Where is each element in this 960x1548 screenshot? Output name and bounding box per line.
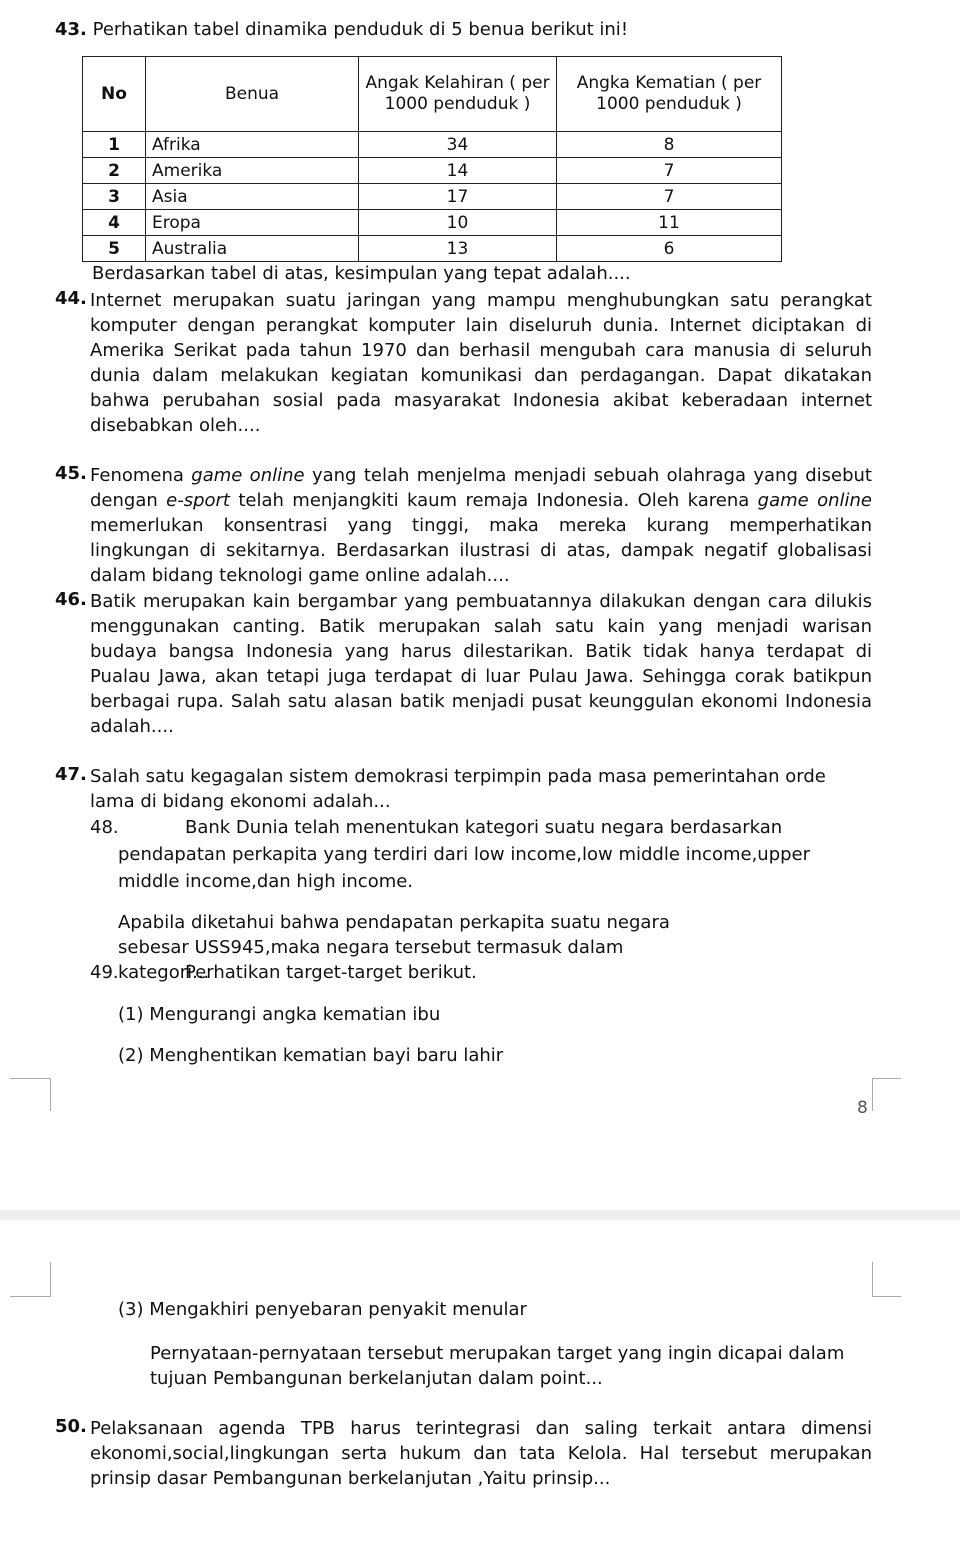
question-number: 43.: [55, 19, 87, 40]
page-corner-mark: [10, 1262, 51, 1297]
cell-death-rate: 8: [557, 132, 782, 158]
cell-birth-rate: 13: [359, 236, 557, 262]
table-row: [83, 184, 782, 210]
page-corner-mark: [872, 1078, 901, 1111]
list-item-text: Mengurangi angka kematian ibu: [149, 1004, 441, 1025]
question-46-text: Batik merupakan kain bergambar yang pembuatannya dilakukan dengan cara dilukis menggunakan canting. Batik merupakan salah satu kain yang menjadi warisan budaya bangsa Indonesia yang harus dilestarikan. Batik tidak hanya terdapat di Pualau Jawa, akan tetapi juga terdapat di luar Pulau Jawa. Sehingga corak batikpun berbagai rupa. Salah satu alasan batik menjadi pusat keunggulan ekonomi Indonesia adalah....: [90, 591, 872, 737]
question-48-line1: Bank Dunia telah menentukan kategori suatu negara berdasarkan: [185, 817, 783, 838]
question-number: 46.: [55, 589, 87, 610]
text-part: yang telah menjelma menjadi sebuah olahraga yang disebut dengan: [90, 465, 872, 511]
header-no: No: [83, 57, 146, 132]
question-43-text: Berdasarkan tabel di atas, kesimpulan yang tepat adalah....: [92, 263, 631, 284]
table-row: [83, 132, 782, 158]
cell-continent: Asia: [146, 184, 359, 210]
question-45-text: [90, 463, 872, 588]
text-part: memerlukan konsentrasi yang tinggi, maka mereka kurang memperhatikan lingkungan di sekitarnya. Berdasarkan ilustrasi di atas, dampak negatif globalisasi dalam bidang teknologi game online adalah....: [90, 515, 872, 586]
question-number: 49.: [90, 962, 119, 983]
cell-birth-rate: 10: [359, 210, 557, 236]
cell-no: 3: [83, 184, 146, 210]
question-49-intro: Perhatikan target-target berikut.: [185, 962, 477, 983]
question-number: 45.: [55, 463, 87, 484]
cell-no: 1: [83, 132, 146, 158]
list-item: [118, 1002, 440, 1028]
cell-death-rate: 6: [557, 236, 782, 262]
list-item-number: (2): [118, 1045, 144, 1066]
cell-birth-rate: 34: [359, 132, 557, 158]
list-item-number: (1): [118, 1004, 144, 1025]
page-number: 8: [857, 1098, 868, 1118]
cell-birth-rate: 17: [359, 184, 557, 210]
question-number: 48.: [90, 817, 119, 838]
list-item-text: Mengakhiri penyebaran penyakit menular: [149, 1299, 527, 1320]
cell-birth-rate: 14: [359, 158, 557, 184]
header-death-rate: Angka Kematian ( per 1000 penduduk ): [557, 57, 782, 132]
italic-term: game online: [191, 465, 305, 486]
question-number: 44.: [55, 288, 87, 309]
cell-continent: Amerika: [146, 158, 359, 184]
table-row: [83, 210, 782, 236]
cell-continent: Eropa: [146, 210, 359, 236]
question-43-header: [55, 18, 628, 42]
table-row: [83, 236, 782, 262]
question-number: 47.: [55, 764, 87, 785]
population-dynamics-table: [82, 56, 782, 262]
cell-continent: Afrika: [146, 132, 359, 158]
italic-term: game online: [757, 490, 872, 511]
text-part: telah menjangkiti kaum remaja Indonesia. Oleh karena: [229, 490, 758, 511]
page-corner-mark: [10, 1078, 51, 1111]
list-item: [118, 1297, 527, 1323]
table-header-row: [83, 57, 782, 132]
header-birth-rate: Angak Kelahiran ( per 1000 penduduk ): [359, 57, 557, 132]
table-row: [83, 158, 782, 184]
page-separator: [0, 1210, 960, 1220]
question-50-text: Pelaksanaan agenda TPB harus terintegrasi dan saling terkait antara dimensi ekonomi,social,lingkungan serta hukum dan tata Kelola. Hal tersebut merupakan prinsip dasar Pembangunan berkelanjutan ,Yaitu prinsip...: [90, 1418, 872, 1489]
question-43-intro: Perhatikan tabel dinamika penduduk di 5 benua berikut ini!: [92, 19, 629, 40]
header-continent: Benua: [146, 57, 359, 132]
cell-death-rate: 7: [557, 158, 782, 184]
cell-no: 2: [83, 158, 146, 184]
question-47-text: Salah satu kegagalan sistem demokrasi terpimpin pada masa pemerintahan orde lama di bidang ekonomi adalah...: [90, 766, 826, 812]
question-49-text: Pernyataan-pernyataan tersebut merupakan target yang ingin dicapai dalam tujuan Pembangunan berkelanjutan dalam point...: [150, 1343, 845, 1389]
question-44-text: Internet merupakan suatu jaringan yang mampu menghubungkan satu perangkat komputer dengan perangkat komputer lain diseluruh dunia. Internet diciptakan di Amerika Serikat pada tahun 1970 dan berhasil mengubah cara manusia di seluruh dunia dalam melakukan kegiatan komunikasi dan perdagangan. Dapat dikatakan bahwa perubahan sosial pada masyarakat Indonesia akibat keberadaan internet disebabkan oleh....: [90, 290, 872, 436]
question-48-text: Apabila diketahui bahwa pendapatan perkapita suatu negara sebesar USS945,maka negara tersebut termasuk dalam kategori...: [118, 912, 670, 983]
list-item: [118, 1043, 503, 1069]
question-number: 50.: [55, 1416, 87, 1437]
cell-death-rate: 7: [557, 184, 782, 210]
page-corner-mark: [872, 1262, 901, 1297]
text-part: Fenomena: [90, 465, 192, 486]
cell-no: 5: [83, 236, 146, 262]
list-item-text: Menghentikan kematian bayi baru lahir: [149, 1045, 504, 1066]
list-item-number: (3): [118, 1299, 144, 1320]
question-48-line3: middle income,dan high income.: [118, 871, 414, 892]
italic-term: e-sport: [166, 490, 230, 511]
cell-continent: Australia: [146, 236, 359, 262]
cell-death-rate: 11: [557, 210, 782, 236]
question-48-line2: pendapatan perkapita yang terdiri dari low income,low middle income,upper: [118, 844, 811, 865]
cell-no: 4: [83, 210, 146, 236]
